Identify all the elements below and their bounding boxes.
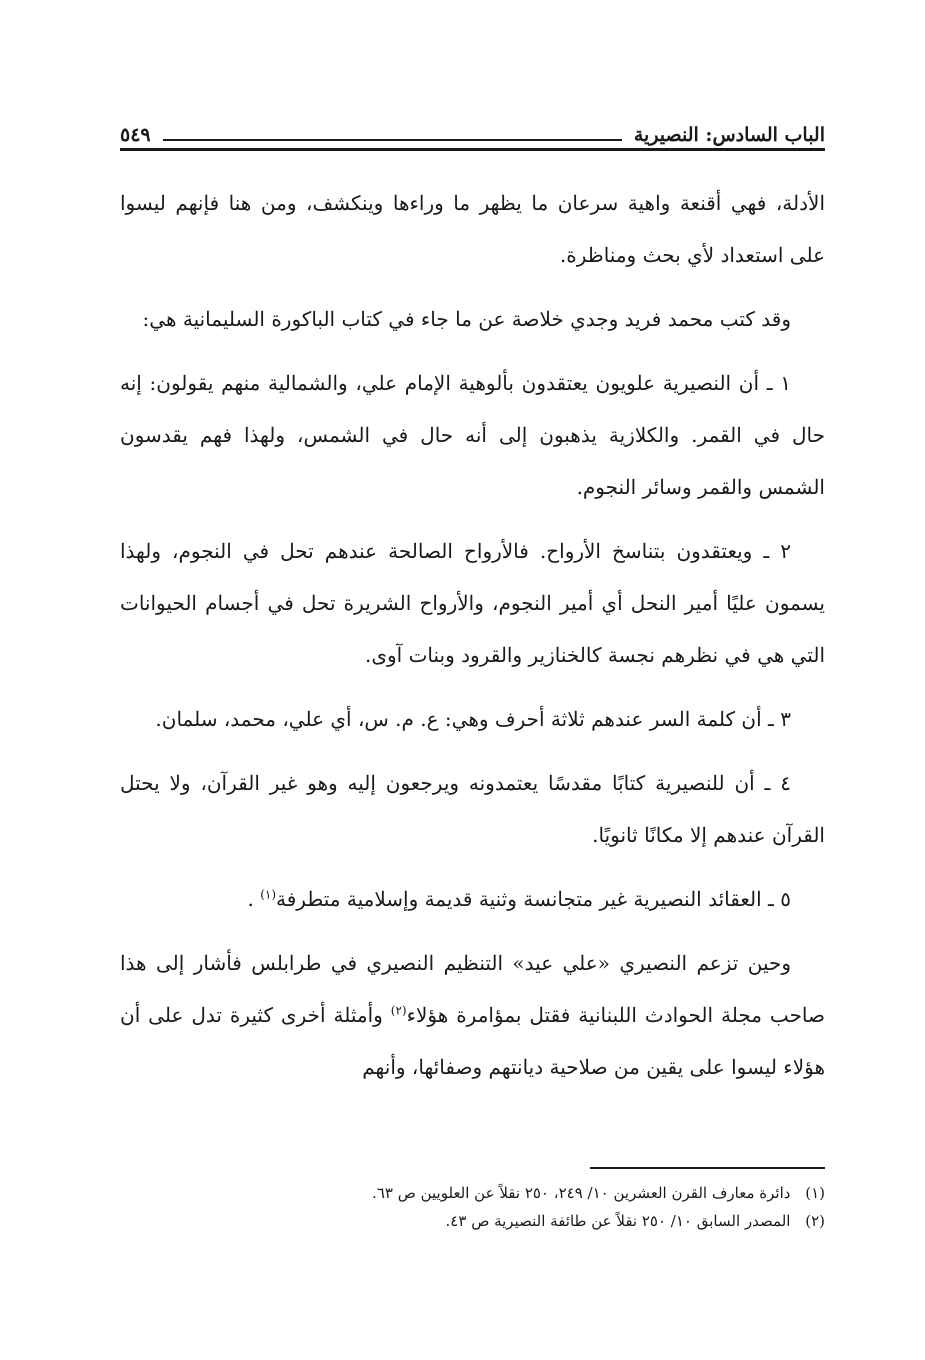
list-item-2: ٢ ـ ويعتقدون بتناسخ الأرواح. فالأرواح الصالحة عندهم تحل في النجوم، ولهذا يسمون عليًا أمير النحل أي أمير النجوم، والأرواح الشريرة تحل في أجسام الحيوانات التي هي في نظرهم نجسة كالخنازير والقرود وبنات آوى. (120, 539, 825, 667)
paragraph-closing-gap (383, 1003, 391, 1027)
list-item-1: ١ ـ أن النصيرية علويون يعتقدون بألوهية الإمام علي، والشمالية منهم يقولون: إنه حال في القمر. والكلازية يذهبون إلى أنه حال في الشمس، ولهذا فهم يقدسون الشمس والقمر وسائر النجوم. (120, 371, 825, 499)
page-number: ٥٤٩ (120, 124, 151, 146)
list-item-5-text: ٥ ـ العقائد النصيرية غير متجانسة وثنية قديمة وإسلامية متطرفة (276, 887, 791, 911)
footnote-ref-1: (١) (260, 887, 277, 902)
book-page (120, 95, 825, 1335)
footnote-ref-2: (٢) (390, 1003, 407, 1018)
header-rule (120, 148, 825, 151)
body-text (120, 177, 825, 1105)
paragraph-closing-part-1: وحين تزعم النصيري «علي عيد» التنظيم النصيري في طرابلس فأشار إلى هذا صاحب مجلة الحوادث اللبنانية فقتل بمؤامرة هؤلاء (120, 951, 826, 1027)
running-header (120, 105, 825, 145)
chapter-title: الباب السادس: النصيرية (633, 124, 825, 146)
list-item-5-end: . (247, 887, 261, 911)
list-item-4: ٤ ـ أن للنصيرية كتابًا مقدسًا يعتمدونه ويرجعون إليه وهو غير القرآن، ولا يحتل القرآن عندهم إلا مكانًا ثانويًا. (120, 771, 825, 847)
footnote-2-number: (٢) (805, 1212, 825, 1230)
footnote-rule (590, 1167, 825, 1169)
footnote-2-text: المصدر السابق ١٠/ ٢٥٠ نقلاً عن طائفة النصيرية ص ٤٣. (445, 1212, 791, 1230)
paragraph-intro: وقد كتب محمد فريد وجدي خلاصة عن ما جاء في كتاب الباكورة السليمانية هي: (142, 307, 791, 331)
list-item-3: ٣ ـ أن كلمة السر عندهم ثلاثة أحرف وهي: ع. م. س، أي علي، محمد، سلمان. (155, 707, 791, 731)
footnote-1 (120, 1179, 825, 1207)
header-dash-line (163, 139, 622, 141)
paragraph-continuation: الأدلة، فهي أقنعة واهية سرعان ما يظهر ما وراءها وينكشف، ومن هنا فإنهم ليسوا على استعداد لأي بحث ومناظرة. (120, 191, 825, 267)
footnote-1-number: (١) (805, 1184, 825, 1202)
footnote-1-text: دائرة معارف القرن العشرين ١٠/ ٢٤٩، ٢٥٠ نقلاً عن العلويين ص ٦٣. (372, 1184, 791, 1202)
footnote-2 (120, 1207, 825, 1235)
paragraph-closing-part-2: وأمثلة أخرى كثيرة تدل على أن هؤلاء ليسوا على يقين من صلاحية ديانتهم وصفائها، وأنهم (120, 1003, 825, 1079)
paragraph-closing (120, 937, 825, 1093)
footnotes (120, 1179, 825, 1235)
list-item-5 (120, 873, 825, 925)
